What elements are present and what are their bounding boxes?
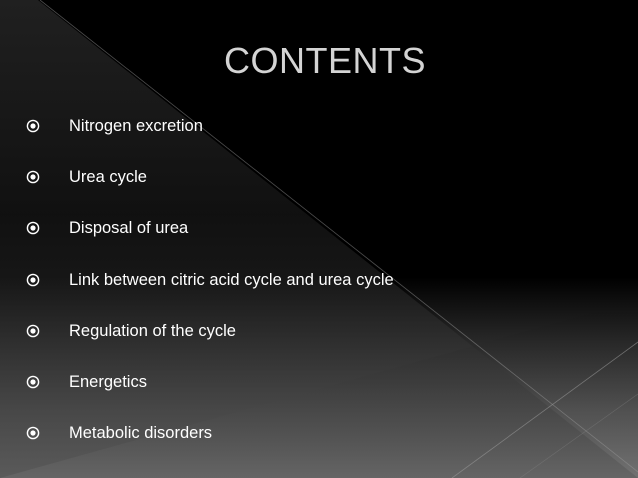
list-item (26, 214, 394, 265)
circled-dot-icon (26, 221, 40, 235)
circled-dot-icon (26, 273, 40, 287)
circled-dot-icon (26, 426, 40, 440)
slide-title: CONTENTS (224, 40, 426, 81)
circled-dot-icon (26, 119, 40, 133)
circled-dot-icon (26, 324, 40, 338)
list-item-label: Disposal of urea (69, 219, 189, 238)
contents-list (26, 112, 394, 470)
list-item (26, 419, 394, 470)
list-item-label: Energetics (69, 372, 147, 391)
list-item (26, 317, 394, 368)
list-item (26, 266, 394, 317)
list-item (26, 368, 394, 419)
list-item-label: Metabolic disorders (69, 424, 213, 443)
list-item-label: Regulation of the cycle (69, 321, 236, 340)
list-item-label: Urea cycle (69, 168, 147, 187)
circled-dot-icon (26, 375, 40, 389)
list-item (26, 163, 394, 214)
circled-dot-icon (26, 170, 40, 184)
list-item-label: Link between citric acid cycle and urea cycle (69, 270, 394, 289)
list-item-label: Nitrogen excretion (69, 117, 203, 135)
list-item (26, 112, 394, 163)
